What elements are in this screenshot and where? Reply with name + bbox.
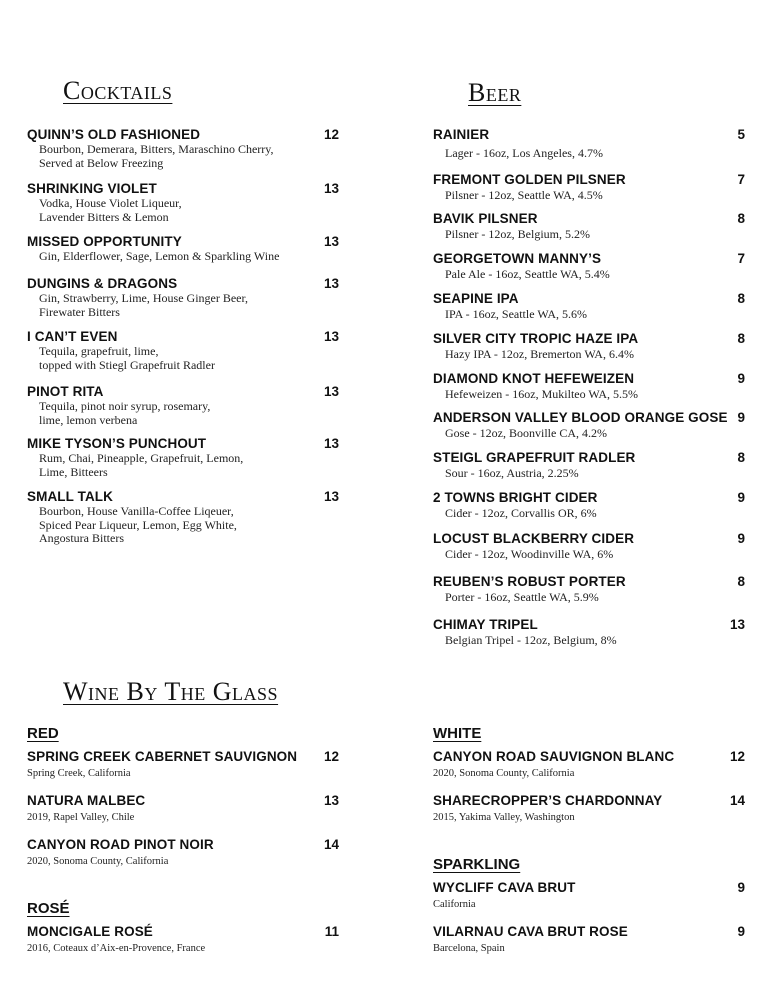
item-name: CHIMAY TRIPEL	[433, 617, 538, 632]
beer-item	[433, 211, 745, 242]
wine-red-heading: RED	[27, 725, 59, 742]
wine-white-heading: WHITE	[433, 725, 482, 742]
item-desc: Pale Ale - 16oz, Seattle WA, 5.4%	[445, 267, 610, 281]
beer-item	[433, 127, 745, 161]
item-name: FREMONT GOLDEN PILSNER	[433, 172, 626, 187]
item-name: SMALL TALK	[27, 489, 113, 504]
item-name: DIAMOND KNOT HEFEWEIZEN	[433, 371, 635, 386]
item-desc: IPA - 16oz, Seattle WA, 5.6%	[445, 307, 587, 321]
item-desc: Bourbon, Demerara, Bitters, Maraschino Cherry, Served at Below Freezing	[39, 142, 274, 170]
item-price: 9	[737, 371, 745, 386]
item-price: 9	[737, 490, 745, 505]
item-desc: 2020, Sonoma County, California	[433, 768, 575, 779]
item-price: 12	[729, 749, 745, 764]
item-desc: Bourbon, House Vanilla-Coffee Liqeuer, Spiced Pear Liqueur, Lemon, Egg White, Angostura Bitters	[39, 504, 237, 545]
item-desc: Barcelona, Spain	[433, 943, 505, 954]
item-price: 8	[737, 574, 745, 589]
item-price: 9	[737, 410, 745, 425]
wine-item	[433, 793, 745, 824]
item-desc: Sour - 16oz, Austria, 2.25%	[445, 466, 579, 480]
item-price: 7	[737, 172, 745, 187]
item-price: 12	[323, 127, 339, 142]
cocktail-item	[27, 181, 339, 224]
cocktail-item	[27, 276, 339, 319]
item-desc: Porter - 16oz, Seattle WA, 5.9%	[445, 590, 599, 604]
item-price: 8	[737, 450, 745, 465]
item-desc: Cider - 12oz, Woodinville WA, 6%	[445, 547, 614, 561]
item-name: QUINN’S OLD FASHIONED	[27, 127, 201, 142]
item-price: 11	[324, 924, 339, 939]
item-name: PINOT RITA	[27, 384, 104, 399]
item-name: CANYON ROAD PINOT NOIR	[27, 837, 214, 852]
beer-item	[433, 490, 745, 521]
item-desc: Cider - 12oz, Corvallis OR, 6%	[445, 506, 597, 520]
item-price: 13	[323, 436, 339, 451]
item-price: 7	[737, 251, 745, 266]
item-price: 13	[323, 489, 339, 504]
beer-item	[433, 617, 745, 648]
item-price: 14	[729, 793, 745, 808]
item-desc: California	[433, 899, 476, 910]
item-price: 14	[323, 837, 339, 852]
cocktail-item	[27, 436, 339, 479]
item-price: 13	[323, 329, 339, 344]
item-desc: Gin, Strawberry, Lime, House Ginger Beer, Firewater Bitters	[39, 291, 249, 319]
beer-item	[433, 531, 745, 562]
item-name: SHRINKING VIOLET	[27, 181, 157, 196]
beer-item	[433, 172, 745, 203]
item-desc: Pilsner - 12oz, Seattle WA, 4.5%	[445, 188, 603, 202]
item-desc: Rum, Chai, Pineapple, Grapefruit, Lemon, Lime, Bitteers	[39, 451, 244, 479]
beer-item	[433, 331, 745, 362]
beer-item	[433, 450, 745, 481]
item-desc: Tequila, pinot noir syrup, rosemary, lime, lemon verbena	[39, 399, 211, 427]
item-name: MIKE TYSON’S PUNCHOUT	[27, 436, 207, 451]
item-name: DUNGINS & DRAGONS	[27, 276, 178, 291]
item-price: 8	[737, 291, 745, 306]
wine-item	[433, 749, 745, 780]
wine-sparkling-heading: SPARKLING	[433, 856, 521, 873]
item-name: LOCUST BLACKBERRY CIDER	[433, 531, 635, 546]
wine-item	[27, 749, 339, 780]
item-desc: Pilsner - 12oz, Belgium, 5.2%	[445, 227, 590, 241]
item-desc: Lager - 16oz, Los Angeles, 4.7%	[445, 146, 603, 160]
item-desc: Hefeweizen - 16oz, Mukilteo WA, 5.5%	[445, 387, 639, 401]
beer-item	[433, 574, 745, 605]
item-price: 13	[323, 276, 339, 291]
wine-item	[27, 924, 339, 955]
item-price: 13	[323, 181, 339, 196]
cocktail-item	[27, 329, 339, 372]
cocktail-item	[27, 127, 339, 170]
item-price: 12	[323, 749, 339, 764]
item-name: NATURA MALBEC	[27, 793, 146, 808]
item-desc: 2016, Coteaux d’Aix-en-Provence, France	[27, 943, 206, 954]
beer-item	[433, 371, 745, 402]
item-desc: Belgian Tripel - 12oz, Belgium, 8%	[445, 633, 617, 647]
item-price: 8	[737, 211, 745, 226]
beer-item	[433, 291, 745, 322]
item-name: ANDERSON VALLEY BLOOD ORANGE GOSE	[433, 410, 728, 425]
item-desc: Spring Creek, California	[27, 768, 131, 779]
item-price: 9	[737, 924, 745, 939]
item-name: RAINIER	[433, 127, 490, 142]
cocktail-item	[27, 234, 339, 264]
item-desc: Hazy IPA - 12oz, Bremerton WA, 6.4%	[445, 347, 634, 361]
item-price: 8	[737, 331, 745, 346]
wine-item	[433, 880, 745, 911]
item-desc: Tequila, grapefruit, lime, topped with Stiegl Grapefruit Radler	[39, 344, 215, 372]
cocktails-title: Cocktails	[63, 76, 173, 105]
item-desc: Gose - 12oz, Boonville CA, 4.2%	[445, 426, 607, 440]
item-name: SHARECROPPER’S CHARDONNAY	[433, 793, 663, 808]
item-name: CANYON ROAD SAUVIGNON BLANC	[433, 749, 675, 764]
item-name: BAVIK PILSNER	[433, 211, 538, 226]
item-name: SPRING CREEK CABERNET SAUVIGNON	[27, 749, 298, 764]
item-name: REUBEN’S ROBUST PORTER	[433, 574, 626, 589]
item-name: I CAN’T EVEN	[27, 329, 118, 344]
item-price: 5	[737, 127, 745, 142]
item-price: 13	[323, 384, 339, 399]
wine-item	[27, 793, 339, 824]
beer-item	[433, 251, 745, 282]
item-price: 13	[323, 234, 339, 249]
item-desc: Gin, Elderflower, Sage, Lemon & Sparkling Wine	[39, 249, 280, 263]
wine-item	[433, 924, 745, 955]
item-name: GEORGETOWN MANNY’S	[433, 251, 602, 266]
item-name: STEIGL GRAPEFRUIT RADLER	[433, 450, 636, 465]
item-desc: 2020, Sonoma County, California	[27, 856, 169, 867]
beer-title: Beer	[468, 78, 522, 107]
item-desc: 2015, Yakima Valley, Washington	[433, 812, 575, 823]
item-price: 9	[737, 880, 745, 895]
item-price: 13	[729, 617, 745, 632]
item-desc: 2019, Rapel Valley, Chile	[27, 812, 135, 823]
item-price: 9	[737, 531, 745, 546]
item-name: WYCLIFF CAVA BRUT	[433, 880, 576, 895]
item-name: 2 TOWNS BRIGHT CIDER	[433, 490, 598, 505]
item-price: 13	[323, 793, 339, 808]
wine-item	[27, 837, 339, 868]
wine-rose-heading: ROSÉ	[27, 900, 70, 917]
cocktail-item	[27, 384, 339, 427]
item-name: MONCIGALE ROSÉ	[27, 924, 153, 939]
item-name: VILARNAU CAVA BRUT ROSE	[433, 924, 628, 939]
item-name: SILVER CITY TROPIC HAZE IPA	[433, 331, 639, 346]
item-name: SEAPINE IPA	[433, 291, 519, 306]
cocktail-item	[27, 489, 339, 546]
beer-item	[433, 410, 745, 441]
item-name: MISSED OPPORTUNITY	[27, 234, 182, 249]
wine-title: Wine By The Glass	[63, 677, 279, 706]
item-desc: Vodka, House Violet Liqueur, Lavender Bitters & Lemon	[39, 196, 182, 224]
